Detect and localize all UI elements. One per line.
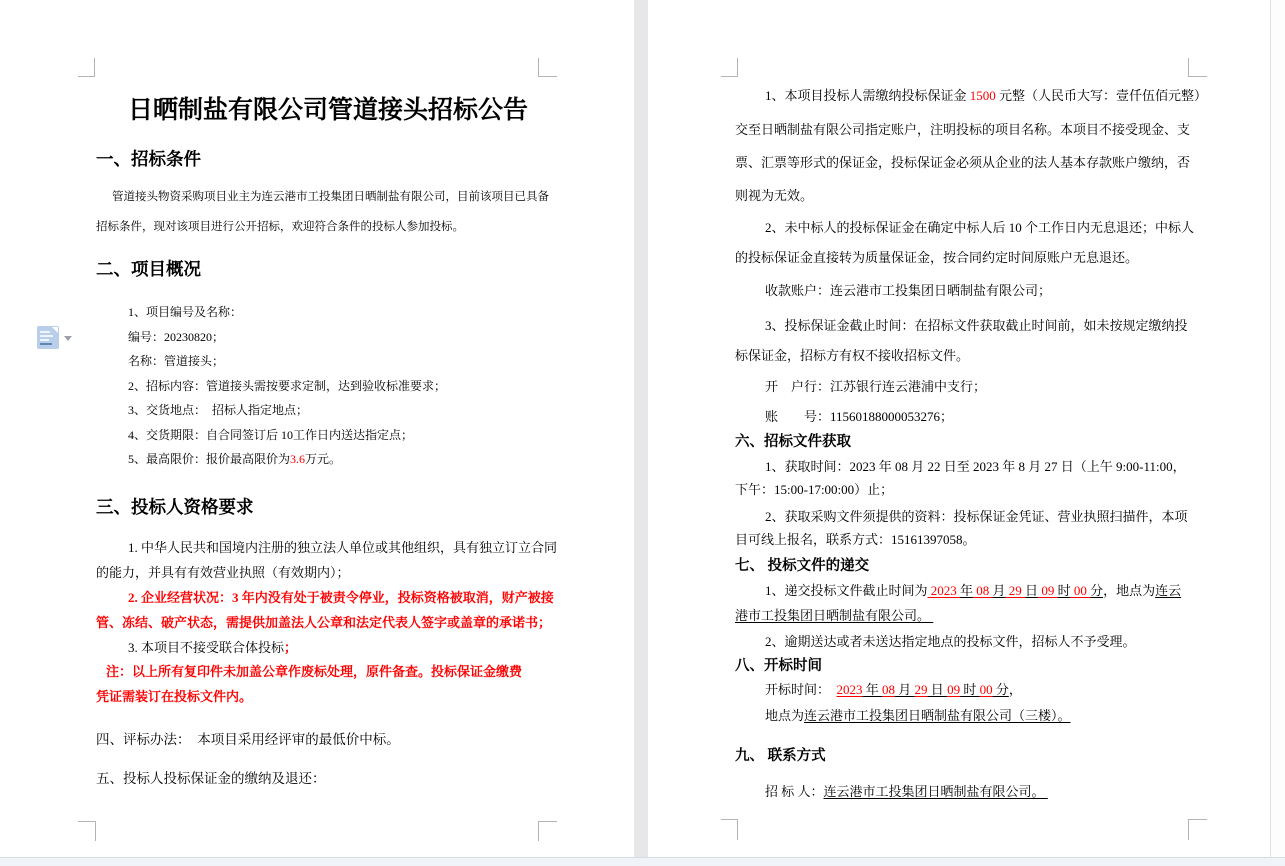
text-segment: 港市工投集团日晒制盐有限公司。 <box>735 608 934 623</box>
text-segment: 3.6 <box>290 452 306 466</box>
paste-options-icon[interactable] <box>37 326 59 349</box>
text-segment: 连云港市工投集团日晒制盐有限公司（三楼）。 <box>804 708 1071 723</box>
text-segment: 标保证金，招标方有权不接收招标文件。 <box>735 348 970 363</box>
text-segment: 00 <box>1070 583 1091 598</box>
vertical-scrollbar[interactable] <box>1270 0 1285 857</box>
text-segment: 2、逾期送达或者未送达指定地点的投标文件，招标人不予受理。 <box>765 634 1136 649</box>
text-segment: 2、获取采购文件须提供的资料：投标保证金凭证、营业执照扫描件，本项 <box>765 509 1188 524</box>
text-segment: 29 <box>914 682 928 697</box>
text-segment: 日晒制盐有限公司管道接头招标公告 <box>127 97 528 124</box>
text-segment: 注：以上所有复印件未加盖公章作废标处理，原件备查。投标保证金缴费 <box>106 664 523 679</box>
text-segment: 1、本项目投标人需缴纳投标保证金 <box>765 88 970 103</box>
text-segment: 管道接头物资采购项目业主为连云港市工投集团日晒制盐有限公司，目前该项目已具备 <box>112 191 549 203</box>
text-segment: 月 <box>992 583 1006 598</box>
text-segment: 08 <box>882 682 896 697</box>
text-segment: 的能力，并具有有效营业执照（有效期内）； <box>96 565 350 580</box>
text-segment: 二、项目概况 <box>96 259 201 279</box>
text-segment: 六、招标文件获取 <box>735 434 851 450</box>
text-segment: ，地点为 <box>1103 583 1156 598</box>
margin-corner-mark <box>721 58 738 77</box>
text-segment: 时 <box>1057 583 1071 598</box>
text-segment: 年 <box>960 583 974 598</box>
text-segment: 地点为 <box>765 708 805 723</box>
text-segment: 招标条件，现对该项目进行公开招标，欢迎符合条件的投标人参加投标。 <box>96 221 464 233</box>
text-segment: 日 <box>927 682 948 697</box>
margin-corner-mark <box>538 821 557 841</box>
text-segment: 七、 投标文件的递交 <box>735 558 870 574</box>
text-segment: 八、开标时间 <box>735 658 822 674</box>
text-segment: 三、投标人资格要求 <box>96 497 254 517</box>
horizontal-scrollbar[interactable] <box>0 857 1285 866</box>
text-segment: ； <box>284 640 298 655</box>
text-segment: 5、最高限价：报价最高限价为 <box>128 452 291 466</box>
text-segment: 四、评标办法： 本项目采用经评审的最低价中标。 <box>96 732 400 747</box>
text-segment: 1、项目编号及名称： <box>128 305 243 319</box>
text-segment: 凭证需装订在投标文件内。 <box>96 689 253 704</box>
text-segment: 3、交货地点： 招标人指定地点； <box>128 403 309 417</box>
text-segment: 交至日晒制盐有限公司指定账户，注明投标的项目名称。本项目不接受现金、支 <box>735 122 1191 137</box>
text-segment: 1. 中华人民共和国境内注册的独立法人单位或其他组织，具有独立订立合同 <box>128 540 558 555</box>
text-segment: 开标时间： <box>765 682 837 697</box>
margin-corner-mark <box>78 58 95 77</box>
text-segment: 2、招标内容：管道接头需按要求定制，达到验收标准要求； <box>128 379 447 393</box>
margin-corner-mark <box>1188 58 1207 77</box>
text-segment: ， <box>1008 682 1022 697</box>
text-segment: 年 <box>862 682 883 697</box>
text-segment: 开 户行：江苏银行连云港浦中支行； <box>765 379 987 394</box>
text-segment: 万元。 <box>305 452 342 466</box>
text-segment: 00 <box>979 682 993 697</box>
text-segment: 1500 <box>969 88 996 103</box>
text-segment: 连云 <box>1155 583 1182 598</box>
text-segment: 下午：15:00-17:00:00）止； <box>735 482 894 497</box>
margin-corner-mark <box>721 819 738 840</box>
text-segment: 1、递交投标文件截止时间为 <box>765 583 928 598</box>
text-segment: 日 <box>1025 583 1039 598</box>
text-segment: 五、投标人投标保证金的缴纳及退还： <box>96 771 326 786</box>
text-segment: 08 <box>973 583 993 598</box>
text-segment: 连云港市工投集团日晒制盐有限公司。 <box>823 784 1048 799</box>
text-segment: 月 <box>895 682 915 697</box>
text-segment: 的投标保证金直接转为质量保证金，按合同约定时间原账户无息退还。 <box>735 250 1139 265</box>
text-segment: 4、交货期限：自合同签订后 10工作日内送达指定点； <box>128 428 414 442</box>
text-segment: 则视为无效。 <box>735 188 814 203</box>
text-segment: 目可线上报名，联系方式：15161397058。 <box>735 532 976 547</box>
margin-corner-mark <box>538 58 557 77</box>
text-segment: 29 <box>1005 583 1026 598</box>
text-segment: 收款账户：连云港市工投集团日晒制盐有限公司； <box>765 283 1052 298</box>
text-segment: 时 <box>960 682 980 697</box>
page-gap <box>634 0 648 857</box>
text-segment: 分 <box>1090 583 1104 598</box>
document-page-2[interactable] <box>648 0 1270 857</box>
text-segment: 1、获取时间：2023 年 08 月 22 日至 2023 年 8 月 27 日（上午 9:00-11:00， <box>765 459 1186 474</box>
text-segment: 一、招标条件 <box>96 149 201 169</box>
page-fold-icon <box>52 327 58 333</box>
margin-corner-mark <box>1188 819 1207 840</box>
text-segment: 3、投标保证金截止时间：在招标文件获取截止时间前，如未按规定缴纳投 <box>765 318 1188 333</box>
text-segment: 2023 <box>927 583 961 598</box>
margin-corner-mark <box>78 821 96 841</box>
chevron-down-icon[interactable] <box>64 336 72 341</box>
text-segment: 九、 联系方式 <box>735 748 826 764</box>
text-segment: 3. 本项目不接受联合体投标 <box>128 640 285 655</box>
text-segment: 账 号：11560188000053276； <box>765 409 954 424</box>
text-segment: 09 <box>947 682 961 697</box>
text-segment: 元整（人民币大写：壹仟伍佰元整） <box>995 88 1208 103</box>
text-segment: 分 <box>992 682 1009 697</box>
text-segment: 票、汇票等形式的保证金，投标保证金必须从企业的法人基本存款账户缴纳，否 <box>735 155 1191 170</box>
document-page-1[interactable] <box>0 0 634 857</box>
text-segment: 招 标 人： <box>765 784 824 799</box>
text-segment: 09 <box>1038 583 1058 598</box>
text-segment: 2、未中标人的投标保证金在确定中标人后 10 个工作日内无息退还；中标人 <box>765 220 1195 235</box>
text-segment: 编号：20230820； <box>128 330 225 344</box>
text-segment: 2023 <box>836 682 863 697</box>
text-segment: 管、冻结、破产状态，需提供加盖法人公章和法定代表人签字或盖章的承诺书； <box>96 615 552 630</box>
text-segment: 2. 企业经营状况：3 年内没有处于被责令停业，投标资格被取消，财产被接 <box>128 590 554 605</box>
text-segment: 名称：管道接头； <box>128 354 225 368</box>
